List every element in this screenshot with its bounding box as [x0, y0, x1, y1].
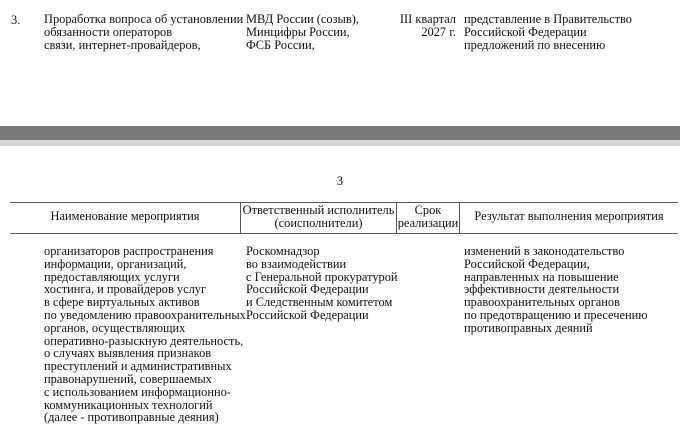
row-number: 3. [11, 13, 21, 27]
prev-executor: МВД России (созыв), Минцифры России, ФСБ России, [246, 12, 359, 52]
page-separator [0, 126, 680, 140]
prev-measure-name: Проработка вопроса об установлении обязанности операторов связи, интернет-провайдеров, [44, 12, 244, 52]
prev-term: III квартал 2027 г. [399, 12, 456, 39]
measure-name-cell: организаторов распространения информации, организаций, предоставляющих услуги хостинга, и провайдеров услуг в сфере виртуальных активов по уведомлению правоохранительных органов, осуществляющих оперативно-разыскную деятельность, о случаях выявления признаков преступлений и административных правонарушений, совершаемых с использованием информационно- коммуникационных технологий (далее - противоправные деяния) [44, 244, 246, 425]
prev-result: представление в Правительство Российской Федерации предложений по внесению [464, 12, 632, 52]
result-cell: изменений в законодательство Российской Федерации, направленных на повышение эффективности деятельности правоохранительных органов по предотвращению и пресечению противоправных деяний [464, 244, 648, 335]
table-header-bottom-border [10, 233, 678, 234]
header-executor: Ответственный исполнитель (соисполнители) [242, 203, 395, 230]
page-number: 3 [336, 174, 344, 188]
header-result: Результат выполнения мероприятия [474, 209, 664, 223]
page-separator-shadow [0, 140, 680, 146]
header-term: Срок реализации [397, 203, 459, 230]
executor-cell: Роскомнадзор во взаимодействии с Генеральной прокуратурой Российской Федерации и Следственным комитетом Российской Федерации [246, 244, 398, 322]
header-measure-name: Наименование мероприятия [50, 209, 200, 223]
